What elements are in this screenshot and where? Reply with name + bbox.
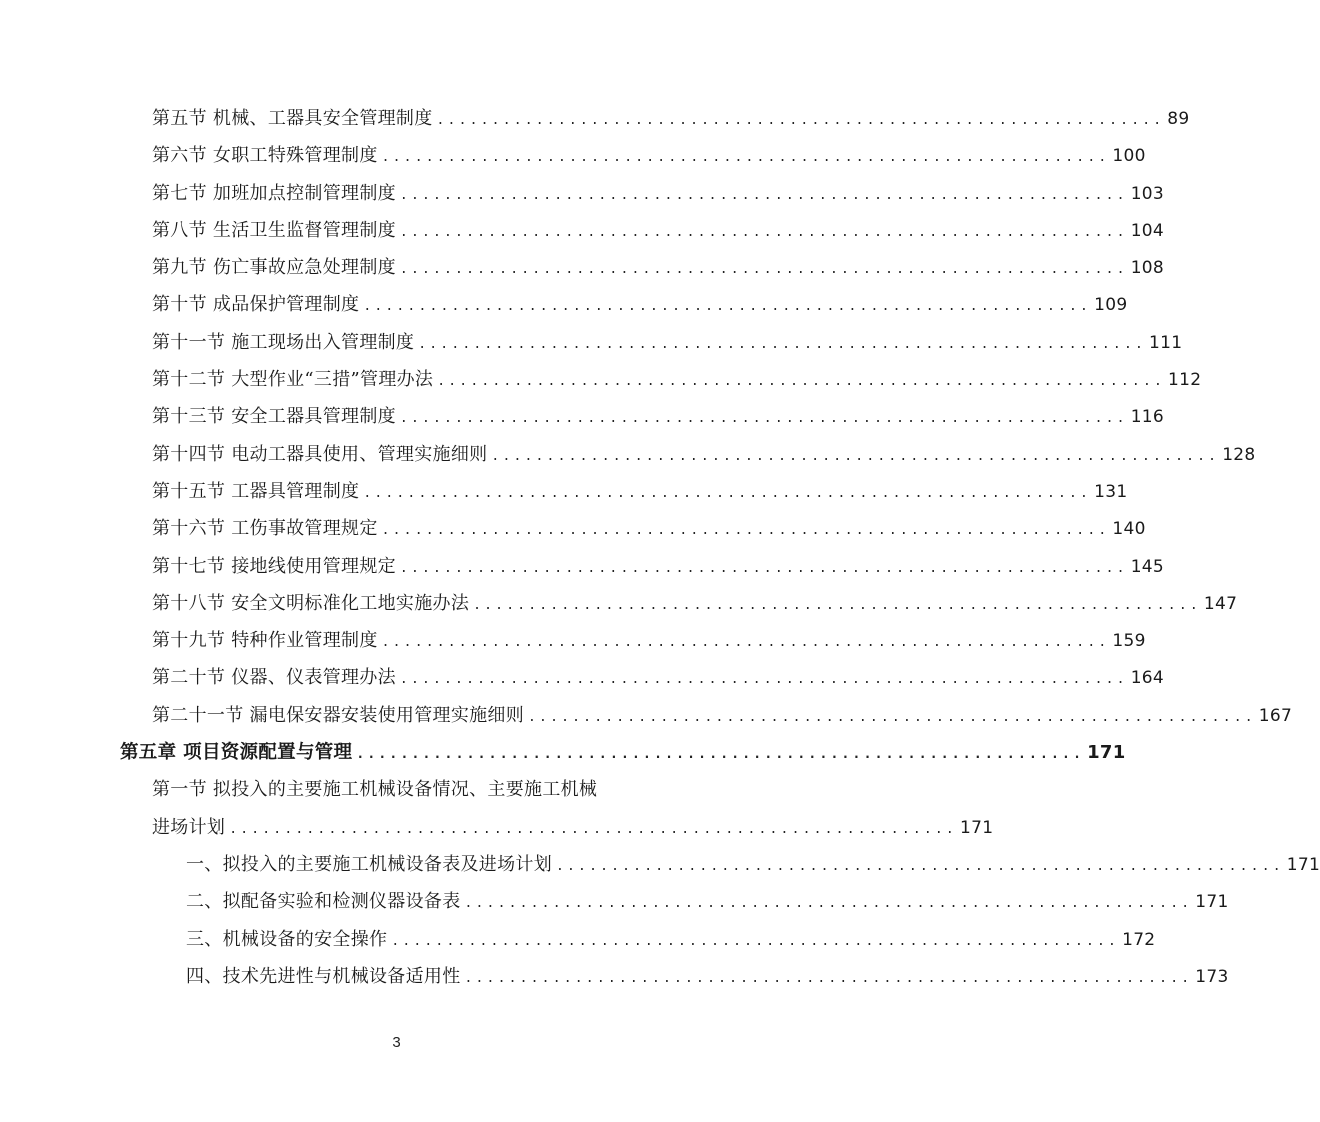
toc-entry-title: 第九节 伤亡事故应急处理制度 [152, 257, 396, 279]
toc-row[interactable] [0, 212, 1165, 249]
toc-entry-page: 100 [1112, 146, 1146, 167]
toc-entry-page: 89 [1167, 109, 1190, 129]
toc-row[interactable] [0, 622, 1146, 659]
toc-entry[interactable] [152, 143, 1146, 171]
toc-entry-page: 128 [1222, 444, 1256, 465]
toc-entry-page: 164 [1130, 668, 1165, 689]
toc-entry[interactable] [152, 255, 1165, 283]
toc-entry-title: 第十四节 电动工器具使用、管理实施细则 [152, 443, 488, 465]
dot-leader: .................................................................. [391, 933, 1120, 949]
toc-entry-title: 第五节 机械、工器具安全管理制度 [152, 108, 433, 129]
table-of-contents [0, 100, 1320, 995]
toc-entry[interactable] [152, 815, 994, 843]
toc-entry[interactable] [152, 628, 1146, 656]
dot-leader: .................................................................. [399, 224, 1128, 240]
dot-leader: .................................................................. [381, 635, 1110, 651]
toc-row[interactable] [0, 846, 1320, 883]
toc-entry-page: 145 [1130, 556, 1165, 577]
toc-row[interactable] [0, 361, 1202, 398]
toc-row[interactable] [0, 324, 1183, 361]
toc-entry-title-line-1: 第一节 拟投入的主要施工机械设备情况、主要施工机械 [152, 779, 598, 801]
dot-leader: .................................................................. [418, 336, 1146, 352]
toc-row[interactable] [0, 510, 1146, 547]
dot-leader: .................................................................. [399, 411, 1128, 427]
toc-entry-page: 116 [1130, 407, 1165, 428]
toc-subentry-title: 四、技术先进性与机械设备适用性 [186, 965, 461, 987]
toc-entry-title: 第十节 成品保护管理制度 [152, 294, 360, 316]
toc-entry-title: 第十七节 接地线使用管理规定 [152, 555, 396, 577]
toc-chapter-title: 第五章 项目资源配置与管理 [120, 742, 353, 764]
toc-entry-title: 第二十一节 漏电保安器安装使用管理实施细则 [152, 704, 525, 726]
toc-row[interactable] [0, 659, 1165, 696]
dot-leader: .................................................................. [356, 747, 1085, 763]
toc-entry[interactable] [152, 218, 1165, 246]
dot-leader: .................................................................. [399, 672, 1128, 688]
toc-entry-title: 第六节 女职工特殊管理制度 [152, 145, 378, 167]
toc-entry-page: 112 [1168, 370, 1202, 391]
toc-entry[interactable] [152, 181, 1165, 209]
toc-row[interactable] [0, 697, 1293, 734]
toc-subentry[interactable] [186, 889, 1229, 917]
toc-subentry-page: 171 [1286, 854, 1320, 875]
toc-entry-page: 140 [1112, 519, 1146, 540]
toc-row-wrapped-first[interactable] [0, 771, 793, 808]
toc-row[interactable] [0, 921, 1156, 958]
dot-leader: .................................................................. [464, 970, 1193, 986]
toc-subentry[interactable] [186, 964, 1229, 992]
dot-leader: .................................................................. [381, 523, 1110, 539]
toc-entry[interactable] [152, 106, 1190, 134]
toc-entry[interactable] [152, 330, 1183, 358]
toc-entry-page: 103 [1130, 183, 1165, 204]
toc-row[interactable] [0, 100, 1190, 137]
toc-entry-page: 167 [1258, 705, 1293, 726]
toc-entry[interactable] [152, 367, 1202, 395]
toc-entry-page: 131 [1094, 481, 1128, 502]
toc-subentry-title: 三、机械设备的安全操作 [186, 928, 388, 950]
toc-subentry-page: 171 [1195, 892, 1229, 913]
toc-entry-page: 159 [1112, 631, 1146, 652]
toc-subentry-page: 172 [1122, 929, 1156, 950]
dot-leader: .................................................................. [437, 374, 1165, 390]
toc-entry-title-line-2: 进场计划 [152, 816, 226, 838]
toc-row[interactable] [0, 883, 1229, 920]
toc-row[interactable] [0, 175, 1165, 212]
toc-entry-page: 111 [1149, 332, 1183, 353]
toc-row[interactable] [0, 473, 1128, 510]
toc-entry-page: 171 [959, 817, 994, 838]
toc-entry[interactable] [152, 591, 1238, 619]
toc-row[interactable] [0, 585, 1238, 622]
toc-row[interactable] [0, 137, 1146, 174]
toc-entry-page: 109 [1094, 295, 1128, 316]
toc-entry[interactable] [152, 703, 1293, 731]
toc-entry-title: 第十五节 工器具管理制度 [152, 480, 360, 502]
toc-entry[interactable] [152, 665, 1165, 693]
toc-subentry[interactable] [186, 927, 1156, 955]
page-number: 3 [392, 1034, 401, 1051]
toc-entry-title: 第二十节 仪器、仪表管理办法 [152, 667, 396, 689]
dot-leader: .................................................................. [464, 896, 1193, 912]
dot-leader: .................................................................. [381, 150, 1110, 166]
dot-leader: .................................................................. [399, 262, 1128, 278]
toc-chapter-entry[interactable] [120, 740, 1126, 768]
dot-leader: .................................................................. [473, 597, 1201, 613]
toc-subentry-title: 一、拟投入的主要施工机械设备表及进场计划 [186, 853, 552, 875]
toc-row[interactable] [0, 286, 1128, 323]
toc-entry-page: 108 [1130, 258, 1165, 279]
toc-entry-title: 第十二节 大型作业“三措”管理办法 [152, 369, 434, 391]
toc-entry-title: 第七节 加班加点控制管理制度 [152, 182, 396, 204]
dot-leader: .................................................................. [399, 187, 1128, 203]
toc-subentry[interactable] [186, 852, 1320, 880]
toc-entry-page: 104 [1130, 220, 1165, 241]
dot-leader: .................................................................. [436, 113, 1165, 128]
toc-entry-title: 第十一节 施工现场出入管理制度 [152, 331, 415, 353]
dot-leader: .................................................................. [363, 485, 1092, 501]
dot-leader: .................................................................. [363, 299, 1092, 315]
toc-chapter-page: 171 [1087, 742, 1126, 764]
toc-entry[interactable] [152, 404, 1165, 432]
toc-entry-title: 第十三节 安全工器具管理制度 [152, 406, 396, 428]
toc-entry-page: 147 [1203, 593, 1238, 614]
dot-leader: .................................................................. [556, 858, 1284, 874]
toc-entry-title: 第十六节 工伤事故管理规定 [152, 518, 378, 540]
toc-entry[interactable] [152, 554, 1165, 582]
dot-leader: .................................................................. [229, 821, 957, 837]
toc-subentry-title: 二、拟配备实验和检测仪器设备表 [186, 891, 461, 913]
toc-row[interactable] [0, 548, 1165, 585]
toc-subentry-page: 173 [1195, 966, 1229, 987]
toc-row[interactable] [0, 436, 1256, 473]
toc-entry[interactable] [152, 516, 1146, 544]
dot-leader: .................................................................. [491, 448, 1220, 464]
toc-entry[interactable] [152, 292, 1128, 320]
toc-row[interactable] [0, 958, 1229, 995]
toc-row[interactable] [0, 249, 1165, 286]
toc-entry[interactable] [152, 479, 1128, 507]
toc-row[interactable] [0, 809, 994, 846]
dot-leader: .................................................................. [528, 709, 1256, 725]
toc-chapter-row[interactable] [0, 734, 1126, 771]
toc-row[interactable] [0, 398, 1165, 435]
toc-entry[interactable] [152, 442, 1256, 470]
toc-entry-title: 第八节 生活卫生监督管理制度 [152, 219, 396, 241]
dot-leader: .................................................................. [399, 560, 1128, 576]
toc-entry-title: 第十九节 特种作业管理制度 [152, 630, 378, 652]
toc-entry-title: 第十八节 安全文明标准化工地实施办法 [152, 592, 470, 614]
